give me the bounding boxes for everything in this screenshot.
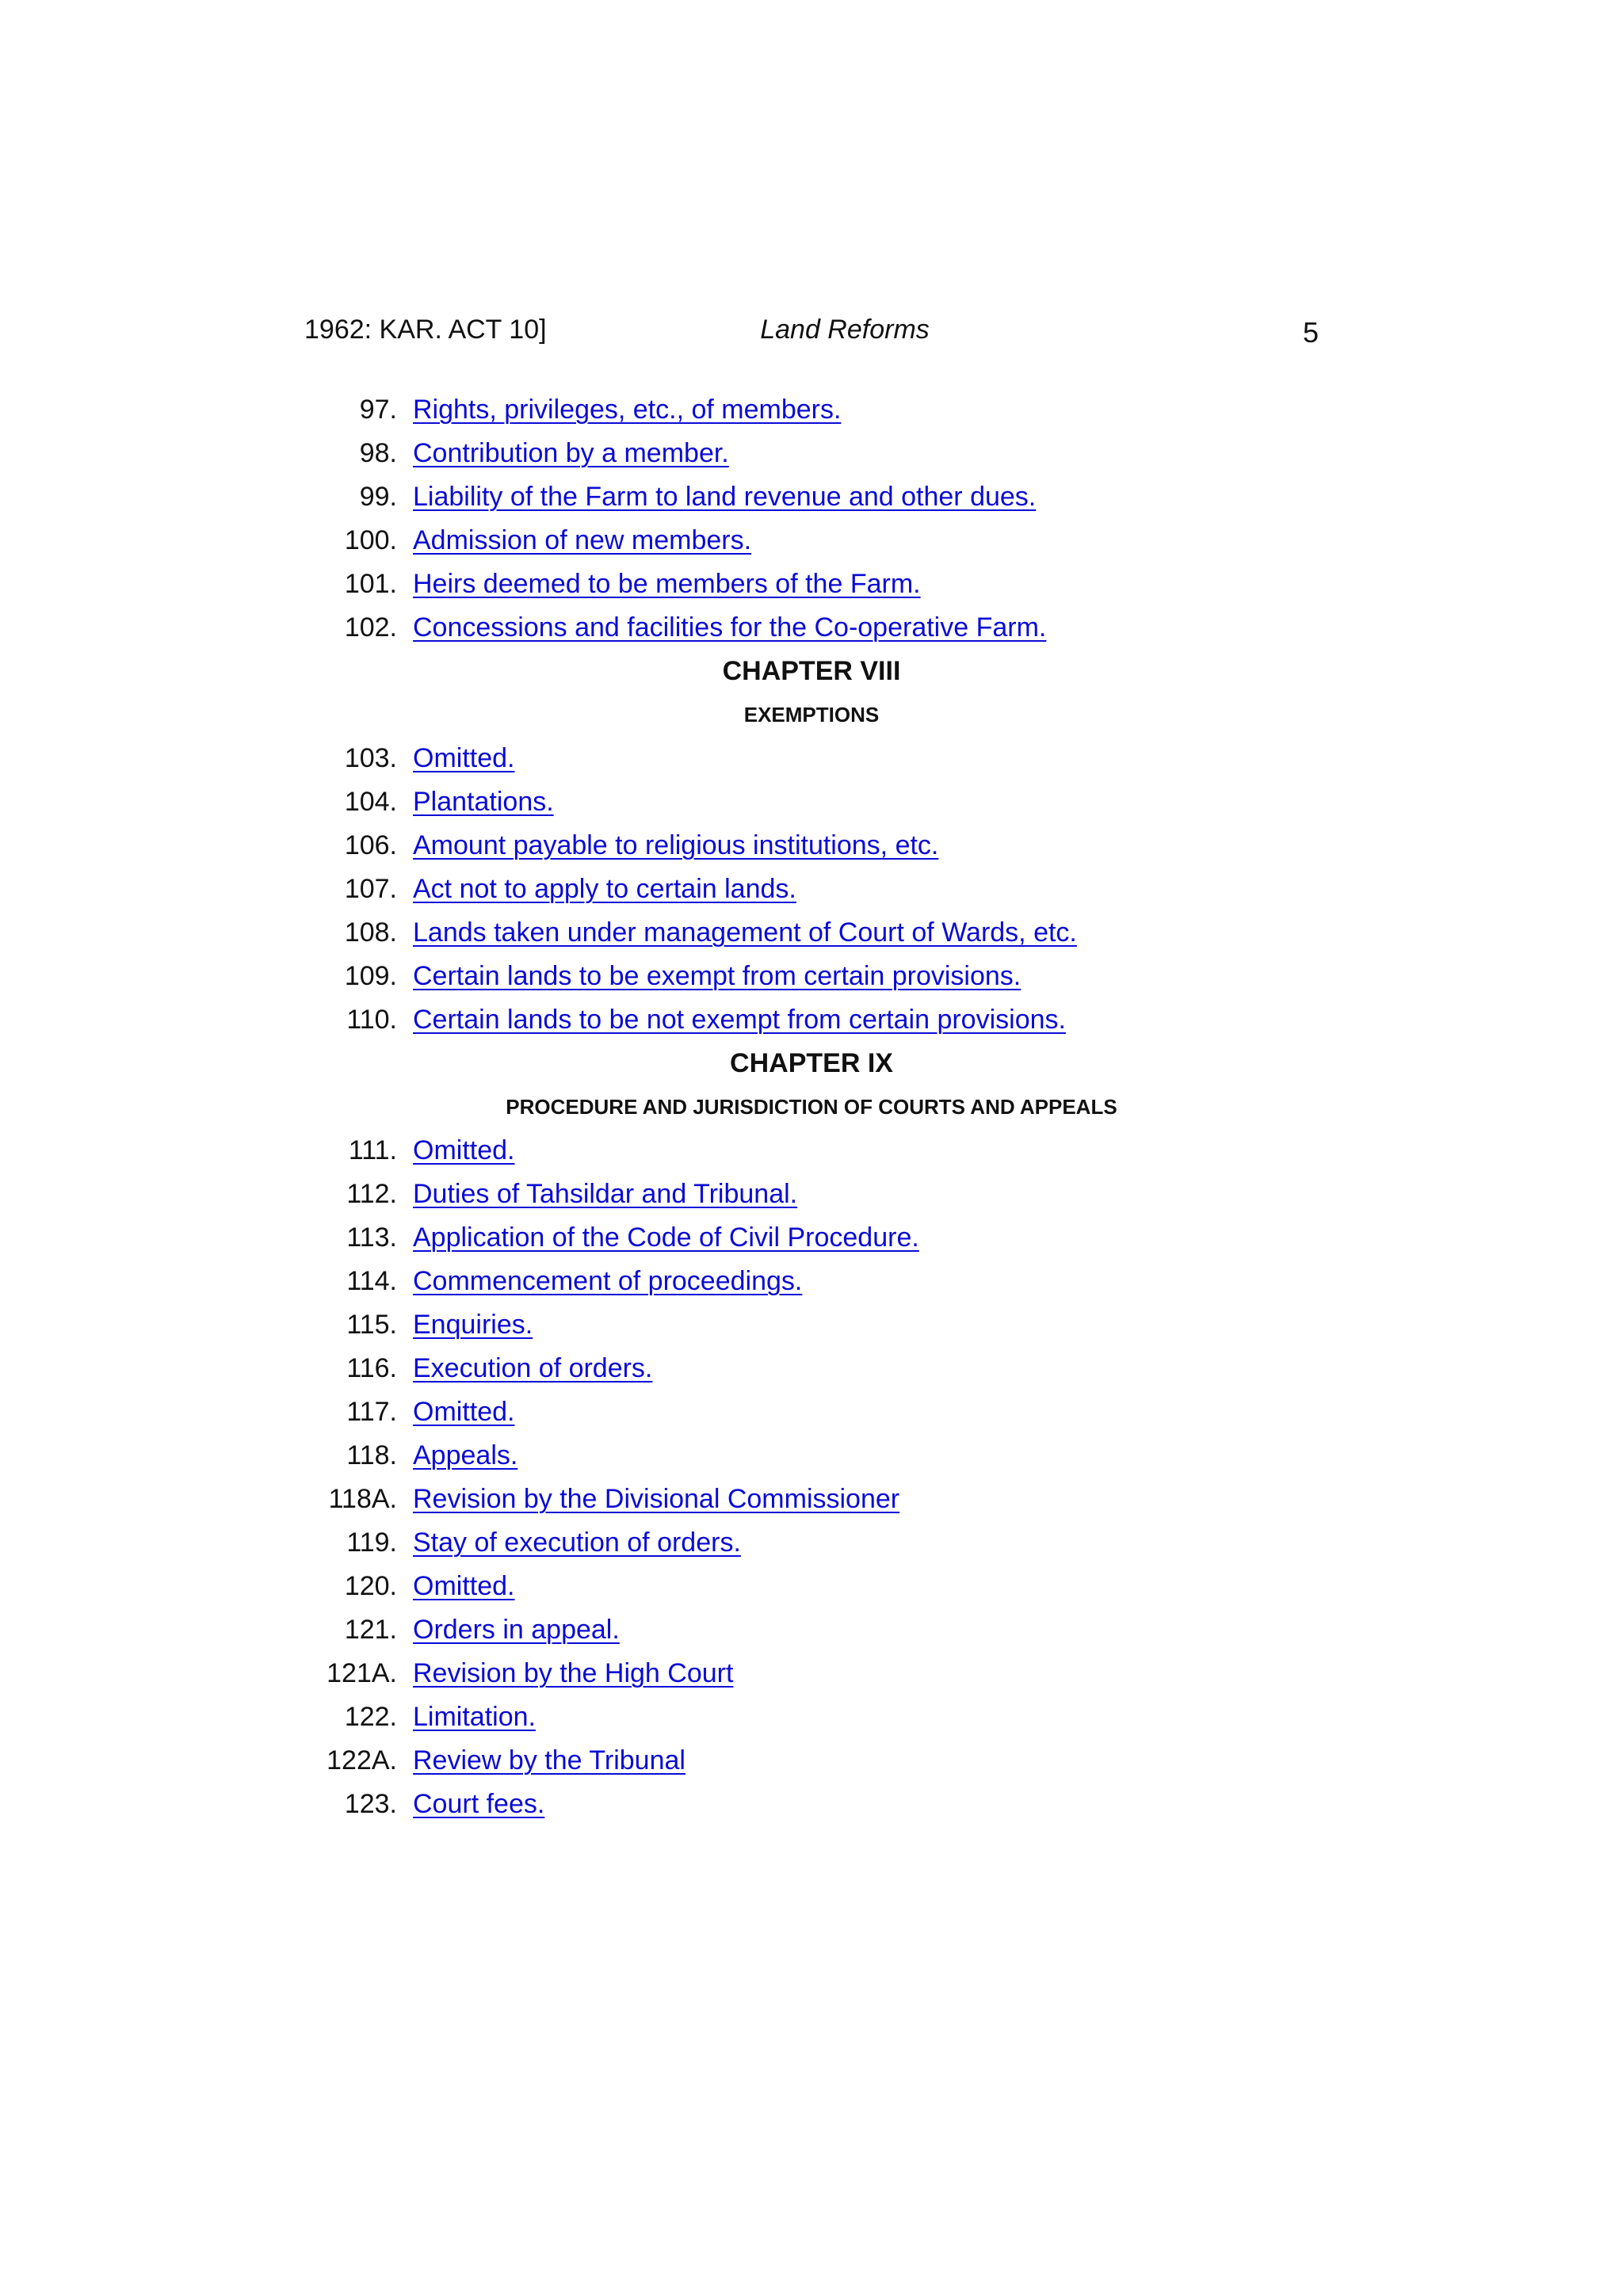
- section-link[interactable]: Plantations.: [413, 787, 554, 817]
- chapter-subtitle: EXEMPTIONS: [743, 703, 880, 727]
- section-link[interactable]: Rights, privileges, etc., of members.: [413, 395, 842, 425]
- section-number: 108.: [344, 917, 397, 948]
- toc-entry: [0, 955, 1623, 998]
- section-number: 111.: [348, 1135, 397, 1165]
- toc-entry: [0, 824, 1623, 868]
- toc-entry: [0, 1565, 1623, 1608]
- section-number: 116.: [346, 1353, 397, 1383]
- toc-entry: [0, 868, 1623, 911]
- toc-entry: [0, 388, 1623, 432]
- section-number: 123.: [344, 1789, 397, 1819]
- section-number: 97.: [359, 395, 397, 425]
- section-link[interactable]: Stay of execution of orders.: [413, 1527, 741, 1558]
- table-of-contents: [0, 388, 1623, 1826]
- section-link[interactable]: Revision by the Divisional Commissioner: [413, 1484, 900, 1514]
- section-number: 118.: [346, 1440, 397, 1470]
- section-number: 99.: [359, 482, 397, 512]
- toc-entry: [0, 1652, 1623, 1695]
- section-number: 115.: [346, 1310, 397, 1340]
- section-link[interactable]: Heirs deemed to be members of the Farm.: [413, 569, 921, 599]
- section-link[interactable]: Review by the Tribunal: [413, 1745, 685, 1775]
- toc-entry: [0, 519, 1623, 563]
- section-number: 102.: [344, 612, 397, 643]
- section-link[interactable]: Admission of new members.: [413, 525, 752, 555]
- section-number: 117.: [346, 1397, 397, 1427]
- section-link[interactable]: Orders in appeal.: [413, 1615, 620, 1645]
- chapter-heading: CHAPTER VIII: [722, 656, 901, 686]
- section-link[interactable]: Amount payable to religious institutions, etc.: [413, 830, 939, 860]
- section-link[interactable]: Omitted.: [413, 743, 515, 773]
- section-link[interactable]: Duties of Tahsildar and Tribunal.: [413, 1179, 798, 1209]
- section-link[interactable]: Omitted.: [413, 1571, 515, 1601]
- toc-entry: [0, 1173, 1623, 1216]
- section-number: 98.: [359, 438, 397, 468]
- section-number: 121.: [344, 1615, 397, 1645]
- section-number: 122.: [344, 1702, 397, 1732]
- section-number: 112.: [346, 1179, 397, 1209]
- page-number: 5: [1303, 316, 1319, 349]
- toc-entry: [0, 563, 1623, 606]
- section-number: 120.: [344, 1571, 397, 1601]
- toc-entry: [0, 1521, 1623, 1565]
- chapter-subtitle: PROCEDURE AND JURISDICTION OF COURTS AND APPEALS: [506, 1095, 1117, 1119]
- section-link[interactable]: Act not to apply to certain lands.: [413, 874, 796, 904]
- section-number: 113.: [346, 1222, 397, 1253]
- section-number: 103.: [344, 743, 397, 773]
- section-number: 104.: [344, 787, 397, 817]
- section-link[interactable]: Certain lands to be exempt from certain provisions.: [413, 961, 1022, 991]
- toc-entry: [0, 1434, 1623, 1478]
- chapter-heading: CHAPTER IX: [730, 1048, 893, 1078]
- section-number: 109.: [344, 961, 397, 991]
- toc-entry: [0, 1129, 1623, 1173]
- section-link[interactable]: Liability of the Farm to land revenue and other dues.: [413, 482, 1037, 512]
- section-link[interactable]: Omitted.: [413, 1397, 515, 1427]
- toc-entry: [0, 1739, 1623, 1783]
- toc-entry: [0, 998, 1623, 1042]
- section-link[interactable]: Limitation.: [413, 1702, 536, 1732]
- toc-entry: [0, 1783, 1623, 1826]
- section-link[interactable]: Commencement of proceedings.: [413, 1266, 803, 1296]
- section-number: 100.: [344, 525, 397, 555]
- section-number: 118A.: [328, 1484, 397, 1514]
- section-link[interactable]: Concessions and facilities for the Co-operative Farm.: [413, 612, 1047, 643]
- section-link[interactable]: Appeals.: [413, 1440, 518, 1470]
- section-number: 106.: [344, 830, 397, 860]
- running-header-title: Land Reforms: [760, 315, 930, 345]
- section-link[interactable]: Revision by the High Court: [413, 1658, 734, 1688]
- toc-entry: [0, 911, 1623, 955]
- section-number: 110.: [346, 1005, 397, 1035]
- toc-entry: [0, 1695, 1623, 1739]
- section-link[interactable]: Contribution by a member.: [413, 438, 729, 468]
- section-number: 107.: [344, 874, 397, 904]
- section-link[interactable]: Lands taken under management of Court of Wards, etc.: [413, 917, 1077, 948]
- toc-entry: [0, 606, 1623, 650]
- section-link[interactable]: Application of the Code of Civil Procedure.: [413, 1222, 919, 1253]
- toc-entry: [0, 1478, 1623, 1521]
- toc-entry: [0, 1260, 1623, 1303]
- toc-entry: [0, 1216, 1623, 1260]
- toc-entry: [0, 780, 1623, 824]
- toc-entry: [0, 1347, 1623, 1390]
- toc-entry: [0, 737, 1623, 780]
- section-link[interactable]: Court fees.: [413, 1789, 545, 1819]
- section-link[interactable]: Execution of orders.: [413, 1353, 653, 1383]
- toc-entry: [0, 1390, 1623, 1434]
- section-link[interactable]: Omitted.: [413, 1135, 515, 1165]
- toc-entry: [0, 432, 1623, 475]
- toc-entry: [0, 475, 1623, 519]
- section-number: 114.: [346, 1266, 397, 1296]
- section-link[interactable]: Enquiries.: [413, 1310, 533, 1340]
- section-number: 101.: [344, 569, 397, 599]
- toc-entry: [0, 1608, 1623, 1652]
- section-number: 119.: [346, 1527, 397, 1558]
- section-link[interactable]: Certain lands to be not exempt from certain provisions.: [413, 1005, 1066, 1035]
- section-number: 121A.: [327, 1658, 397, 1688]
- running-header-act: 1962: KAR. ACT 10]: [304, 315, 547, 345]
- toc-entry: [0, 1303, 1623, 1347]
- section-number: 122A.: [327, 1745, 397, 1775]
